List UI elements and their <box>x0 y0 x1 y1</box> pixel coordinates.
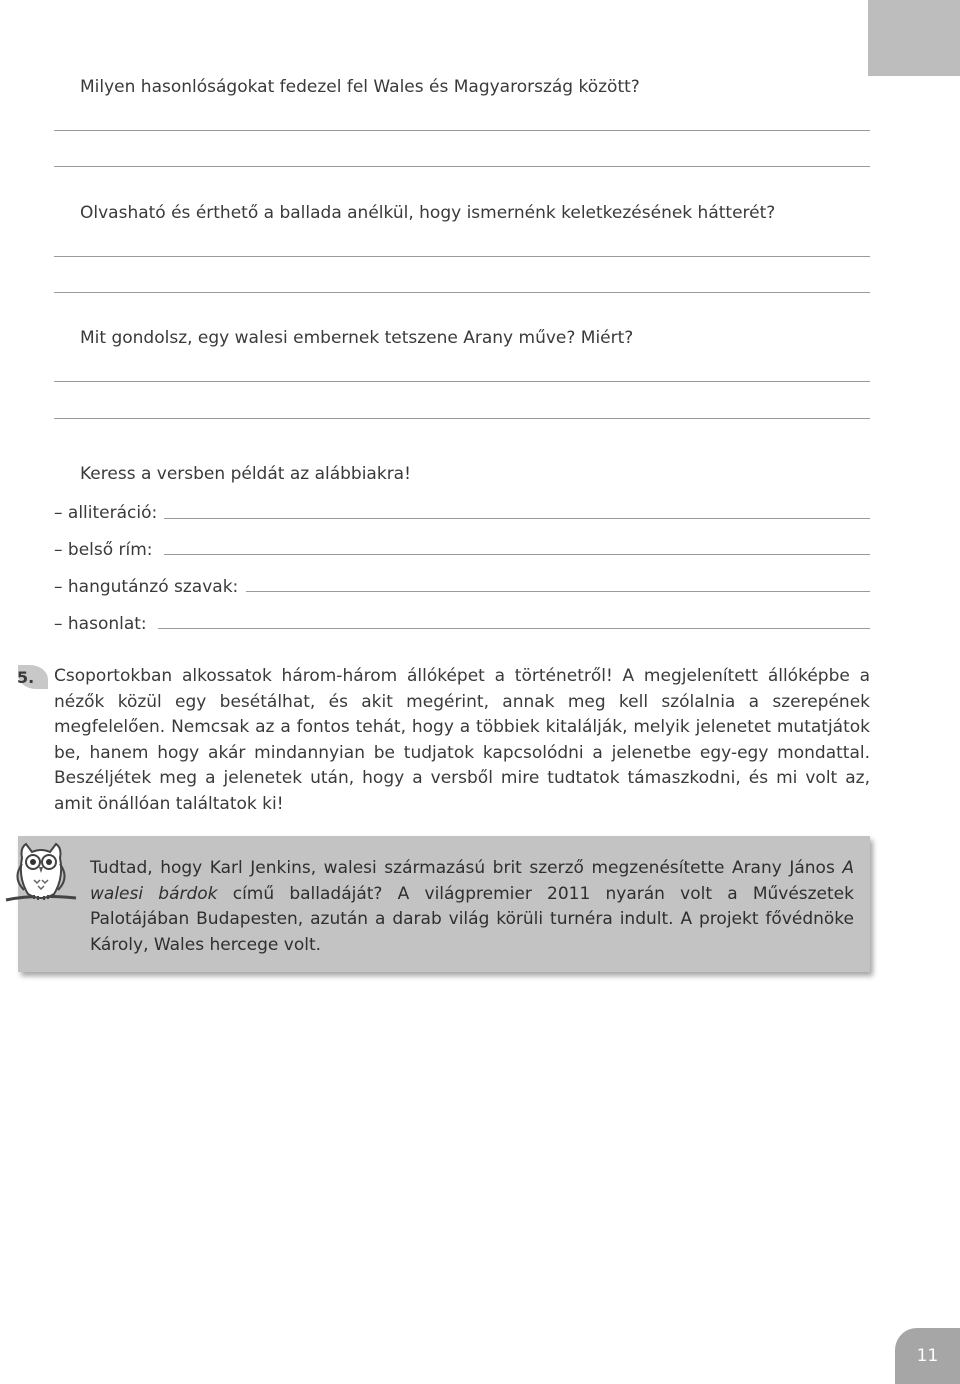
corner-tab <box>868 0 960 76</box>
answer-line-belso-rim[interactable] <box>164 554 870 555</box>
owl-icon <box>4 838 78 910</box>
answer-line[interactable] <box>54 418 870 419</box>
question-1: Milyen hasonlóságokat fedezel fel Wales és Magyarország között? <box>80 77 640 97</box>
answer-line[interactable] <box>54 166 870 167</box>
answer-line-hangutanzo[interactable] <box>246 591 870 592</box>
page-number: 11 <box>895 1328 960 1384</box>
term-belso-rim: – belső rím: <box>54 540 153 560</box>
question-3: Mit gondolsz, egy walesi embernek tetszene Arany műve? Miért? <box>80 328 634 348</box>
answer-line[interactable] <box>54 381 870 382</box>
task-5-text: Csoportokban alkossatok három-három állóképet a történetről! A megjelenített állóképbe a nézők közül egy besétálhat, és akit megérint, annak meg kell szólalnia a szerepének megfelelően. Nemcsak az a fontos tehát, hogy a többiek kitalálják, melyik jelenetet mutatjátok be, hanem hogy akár mindannyian be tudjatok kapcsolódni a jelenetbe egy-egy mondattal. Beszéljétek meg a jelenetek után, hogy a versből mire tudtatok támaszkodni, és mi volt az, amit önállóan találtatok ki! <box>54 666 870 814</box>
info-text: Tudtad, hogy Karl Jenkins, walesi származású brit szerző megzenésítette Arany János A walesi bárdok című balladáját? A világpremier 2011 nyarán volt a Művészetek Palotájában Budapesten, azután a darab világ körüli turnéra indult. A projekt fővédnöke Károly, Wales hercege volt. <box>90 858 854 955</box>
term-alliteracio: – alliteráció: <box>54 503 158 523</box>
answer-line-hasonlat[interactable] <box>158 628 870 629</box>
answer-line[interactable] <box>54 130 870 131</box>
examples-intro: Keress a versben példát az alábbiakra! <box>80 464 411 484</box>
term-hangutanzo: – hangutánzó szavak: <box>54 577 239 597</box>
answer-line[interactable] <box>54 292 870 293</box>
info-italic-title: A walesi bárdok <box>90 858 854 904</box>
question-2: Olvasható és érthető a ballada anélkül, hogy ismernénk keletkezésének hátterét? <box>80 203 776 223</box>
term-hasonlat: – hasonlat: <box>54 614 147 634</box>
answer-line[interactable] <box>54 256 870 257</box>
task-number: 5. <box>14 664 52 692</box>
answer-line-alliteracio[interactable] <box>164 518 870 519</box>
